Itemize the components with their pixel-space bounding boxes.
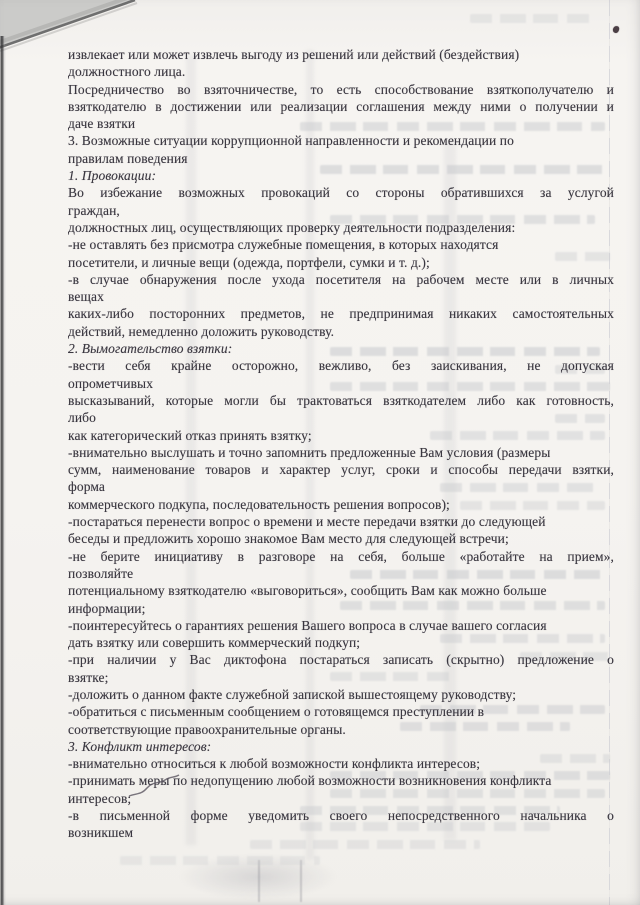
- text-line: дать взятку или совершить коммерческий подкуп;: [68, 635, 361, 651]
- text-line: -доложить о данном факте служебной запиской вышестоящему руководству;: [68, 686, 517, 702]
- text-line: взятке;: [68, 669, 109, 685]
- text-line: потенциальному взяткодателю «выговориться», сообщить Вам как можно больше: [68, 583, 547, 599]
- text-line: посетители, и личные вещи (одежда, портфели, сумки и т. д.);: [68, 254, 430, 270]
- text-line: -не берите инициативу в разговоре на себя, больше «работайте на прием»,: [68, 548, 614, 564]
- bottom-streak: [258, 860, 260, 902]
- text-line: -внимательно выслушать и точно запомнить предложенные Вам условия (размеры: [68, 444, 551, 460]
- text-line: взяткодателю в достижении или реализации соглашения между ними о получении и: [68, 98, 614, 114]
- text-line: опрометчивых: [68, 375, 154, 391]
- text-line: форма: [68, 479, 105, 495]
- text-line: -постараться перенести вопрос о времени и месте передачи взятки до следующей: [68, 514, 546, 530]
- text-line: либо: [68, 410, 96, 426]
- text-line: -в письменной форме уведомить своего непосредственного начальника о: [68, 808, 614, 824]
- text-line: 3. Конфликт интересов:: [68, 738, 212, 754]
- text-line: возникшем: [68, 825, 134, 841]
- text-line: информации;: [68, 600, 146, 616]
- text-line: -поинтересуйтесь о гарантиях решения Вашего вопроса в случае вашего согласия: [68, 617, 547, 633]
- text-line: -при наличии у Вас диктофона постараться записать (скрытно) предложение о: [68, 652, 614, 668]
- text-line: Посредничество во взяточничестве, то есть способствование взяткополучателю и: [68, 81, 614, 97]
- text-line: -обратиться с письменным сообщением о готовящемся преступлении в: [68, 704, 485, 720]
- text-line: позволяйте: [68, 565, 134, 581]
- text-line: вещах: [68, 289, 104, 305]
- text-line: 3. Возможные ситуации коррупционной направленности и рекомендации по: [68, 133, 514, 149]
- text-line: правилам поведения: [68, 150, 188, 166]
- text-line: сумм, наименование товаров и характер услуг, сроки и способы передачи взятки,: [68, 462, 614, 478]
- text-line: коммерческого подкупа, последовательность решения вопросов);: [68, 496, 450, 512]
- ghost-text-line: [470, 14, 590, 23]
- text-line: как категорический отказ принять взятку;: [68, 427, 312, 443]
- text-line: 1. Провокации:: [68, 168, 157, 184]
- text-line: каких-либо посторонних предметов, не предпринимая никаких самостоятельных: [68, 306, 614, 322]
- text-line: даче взятки: [68, 116, 136, 132]
- text-line: должностных лиц, осуществляющих проверку деятельности подразделения:: [68, 219, 516, 235]
- bottom-streak: [300, 860, 302, 902]
- text-line: беседы и предложить хорошо знакомое Вам место для следующей встречи;: [68, 531, 509, 547]
- text-line: высказываний, которые могли бы трактоваться взяткодателем либо как готовность,: [68, 392, 614, 408]
- text-line: интересов;: [68, 790, 132, 806]
- pen-mark: [126, 772, 182, 800]
- text-line: -в случае обнаружения после ухода посетителя на рабочем месте или в личных: [68, 271, 614, 287]
- text-line: 2. Вымогательство взятки:: [68, 341, 233, 357]
- text-line: -внимательно относиться к любой возможности конфликта интересов;: [68, 756, 481, 772]
- text-line: граждан,: [68, 202, 120, 218]
- text-line: -принимать меры по недопущению любой возможности возникновения конфликта: [68, 773, 552, 789]
- text-line: Во избежание возможных провокаций со стороны обратившихся за услугой: [68, 185, 614, 201]
- text-line: извлекает или может извлечь выгоду из решений или действий (бездействия): [68, 47, 520, 62]
- text-line: соответствующие правоохранительные органы.: [68, 721, 346, 737]
- text-line: должностного лица.: [68, 64, 186, 80]
- document-text: [68, 46, 614, 842]
- ink-speck: [612, 25, 620, 33]
- page-edge-left: [0, 36, 6, 905]
- text-line: действий, немедленно доложить руководству.: [68, 323, 335, 339]
- text-line: -не оставлять без присмотра служебные помещения, в которых находятся: [68, 237, 499, 253]
- text-line: -вести себя крайне осторожно, вежливо, без заискивания, не допуская: [68, 358, 614, 374]
